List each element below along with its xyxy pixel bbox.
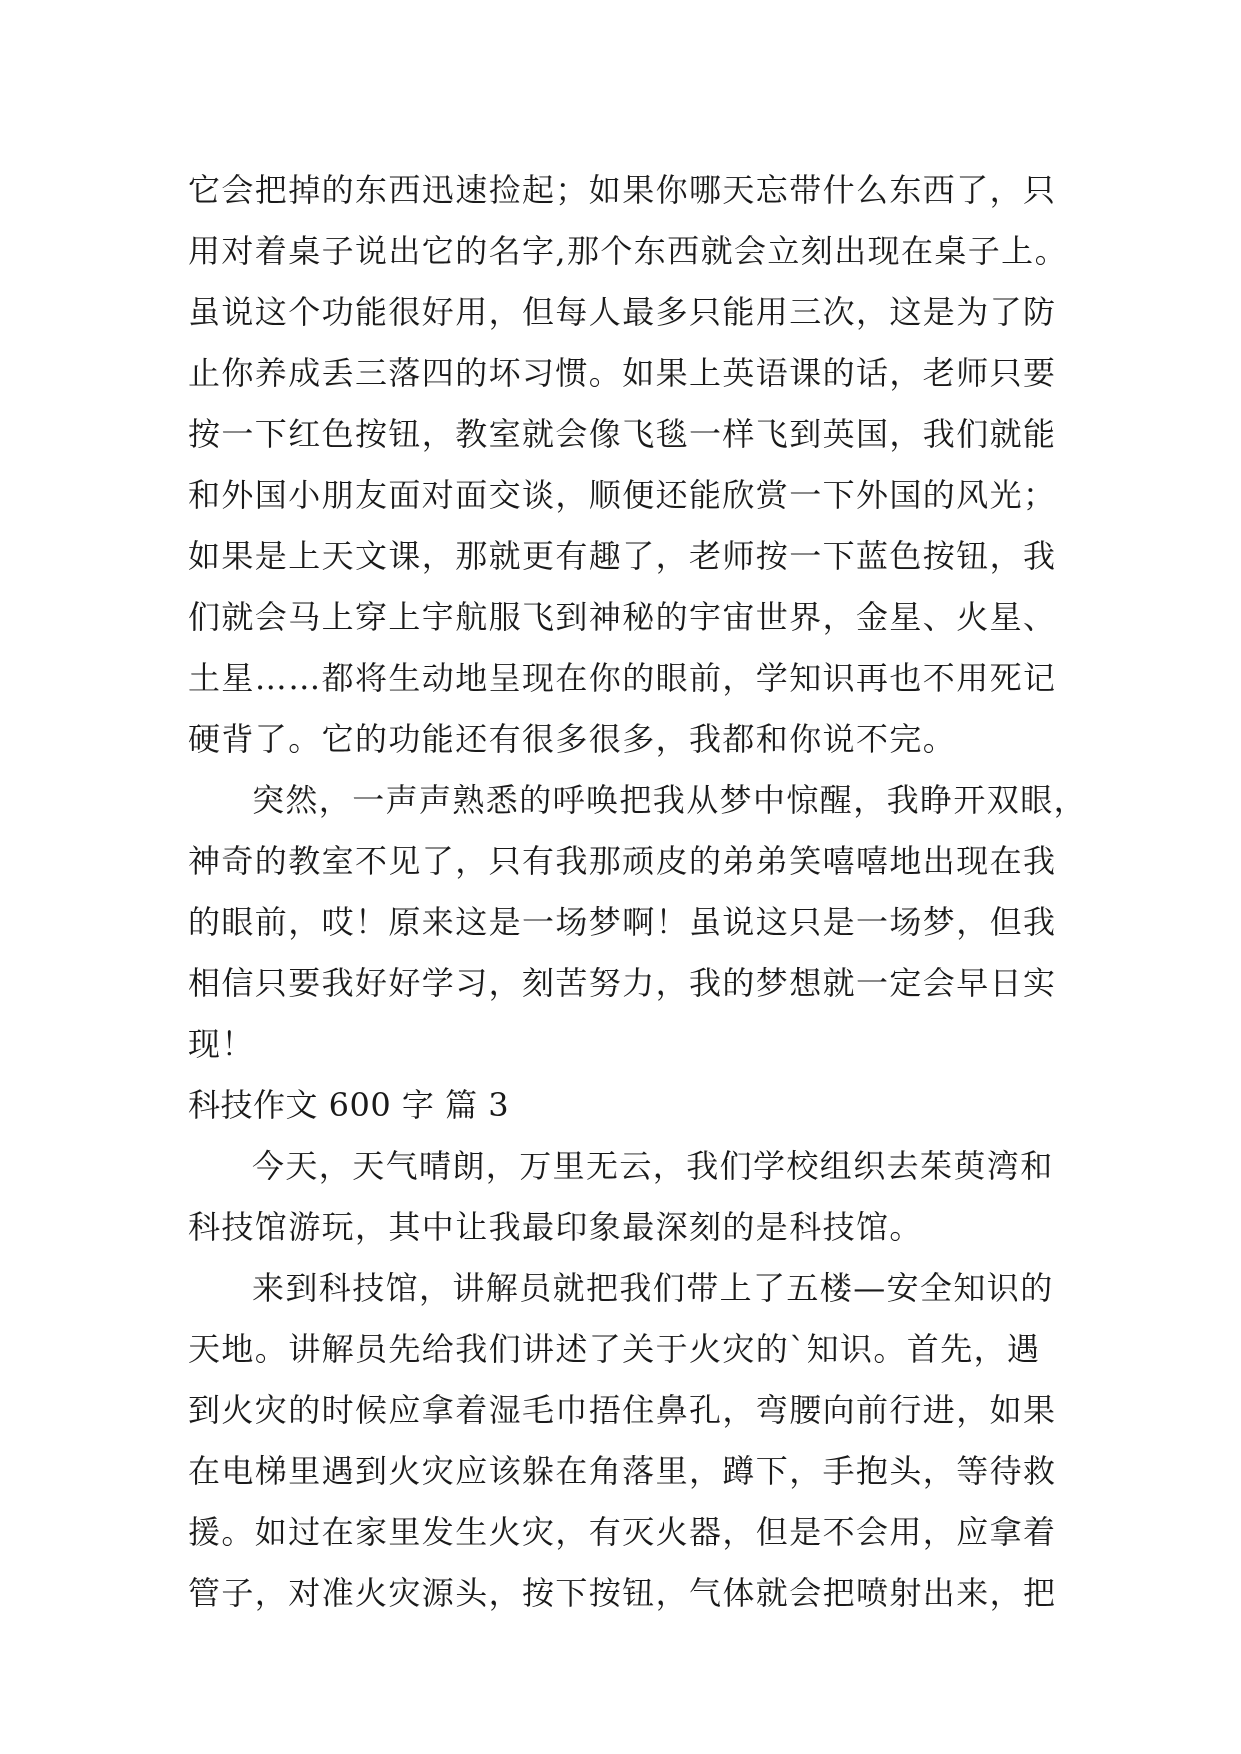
paragraph-line: 按一下红色按钮，教室就会像飞毯一样飞到英国，我们就能	[188, 415, 1057, 453]
paragraph-line: 们就会马上穿上宇航服飞到神秘的宇宙世界，金星、火星、	[188, 598, 1057, 636]
paragraph-line: 硬背了。它的功能还有很多很多，我都和你说不完。	[188, 720, 957, 758]
paragraph-line: 它会把掉的东西迅速捡起；如果你哪天忘带什么东西了，只	[188, 171, 1057, 209]
paragraph-line: 止你养成丢三落四的坏习惯。如果上英语课的话，老师只要	[188, 354, 1057, 392]
paragraph-line: 援。如过在家里发生火灾，有灭火器，但是不会用，应拿着	[188, 1513, 1057, 1551]
paragraph-line: 科技馆游玩，其中让我最印象最深刻的是科技馆。	[188, 1208, 923, 1246]
paragraph-line: 天地。讲解员先给我们讲述了关于火灾的`知识。首先，遇	[188, 1330, 1041, 1368]
essay-text	[188, 160, 1088, 1624]
paragraph-line: 管子，对准火灾源头，按下按钮，气体就会把喷射出来，把	[188, 1574, 1057, 1612]
paragraph-line: 和外国小朋友面对面交谈，顺便还能欣赏一下外国的风光；	[188, 476, 1057, 514]
paragraph-line: 用对着桌子说出它的名字,那个东西就会立刻出现在桌子上。	[188, 232, 1068, 270]
paragraph-line: 现！	[188, 1025, 255, 1063]
section-heading: 科技作文 600 字 篇 3	[188, 1086, 510, 1124]
paragraph-line: 相信只要我好好学习，刻苦努力，我的梦想就一定会早日实	[188, 964, 1057, 1002]
paragraph-line: 土星……都将生动地呈现在你的眼前，学知识再也不用死记	[188, 659, 1057, 697]
paragraph-line: 在电梯里遇到火灾应该躲在角落里，蹲下，手抱头，等待救	[188, 1452, 1057, 1490]
paragraph-line: 虽说这个功能很好用，但每人最多只能用三次，这是为了防	[188, 293, 1057, 331]
paragraph-line: 的眼前，哎！原来这是一场梦啊！虽说这只是一场梦，但我	[188, 903, 1057, 941]
paragraph-first-line: 来到科技馆，讲解员就把我们带上了五楼—安全知识的	[252, 1269, 1054, 1307]
paragraph-line: 如果是上天文课，那就更有趣了，老师按一下蓝色按钮，我	[188, 537, 1057, 575]
paragraph-first-line: 今天，天气晴朗，万里无云，我们学校组织去茱萸湾和	[252, 1147, 1054, 1185]
paragraph-first-line: 突然，一声声熟悉的呼唤把我从梦中惊醒，我睁开双眼，	[252, 781, 1088, 819]
paragraph-line: 神奇的教室不见了，只有我那顽皮的弟弟笑嘻嘻地出现在我	[188, 842, 1057, 880]
paragraph-line: 到火灾的时候应拿着湿毛巾捂住鼻孔，弯腰向前行进，如果	[188, 1391, 1057, 1429]
